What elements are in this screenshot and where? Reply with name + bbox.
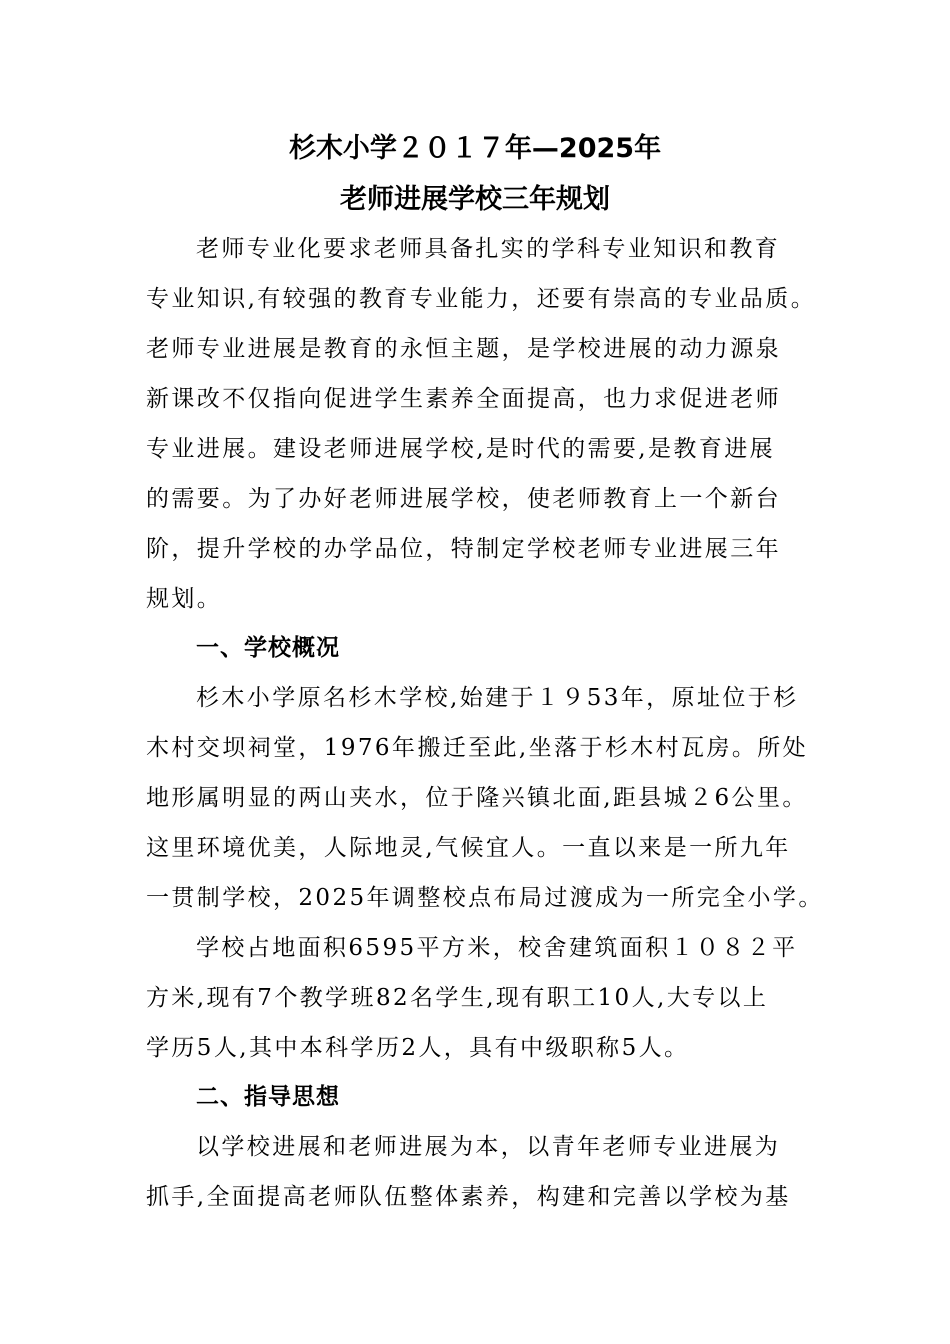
document-title-line-1: 杉木小学２０１７年—2025年	[288, 133, 662, 164]
section1-line: 一贯制学校，2025年调整校点布局过渡成为一所完全小学。	[146, 885, 824, 911]
intro-line: 新课改不仅指向促进学生素养全面提高，也力求促进老师	[146, 386, 781, 412]
section-heading-overview: 一、学校概况	[196, 635, 340, 661]
intro-line: 专业知识,有较强的教育专业能力，还要有崇高的专业品质。	[146, 286, 817, 312]
intro-line: 规划。	[146, 586, 223, 612]
section1-line: 方米,现有7个教学班82名学生,现有职工10人,大专以上	[146, 985, 769, 1011]
intro-line: 阶，提升学校的办学品位，特制定学校老师专业进展三年	[146, 536, 781, 562]
section-heading-guiding-thought: 二、指导思想	[196, 1084, 340, 1110]
intro-line: 的需要。为了办好老师进展学校，使老师教育上一个新台	[146, 486, 781, 512]
section1-line: 地形属明显的两山夹水，位于隆兴镇北面,距县城２6公里。	[146, 785, 808, 811]
section1-line: 学历5人,其中本科学历2人，具有中级职称5人。	[146, 1035, 690, 1061]
section1-line: 杉木小学原名杉木学校,始建于１９53年，原址位于杉	[196, 685, 799, 711]
intro-line: 专业进展。建设老师进展学校,是时代的需要,是教育进展	[146, 436, 776, 462]
section1-line: 木村交坝祠堂，1976年搬迁至此,坐落于杉木村瓦房。所处	[146, 735, 809, 761]
document-title-line-2: 老师进展学校三年规划	[340, 184, 610, 215]
section1-line: 这里环境优美，人际地灵,气候宜人。一直以来是一所九年	[146, 835, 791, 861]
section2-line: 以学校进展和老师进展为本，以青年老师专业进展为	[196, 1134, 781, 1160]
section1-line: 学校占地面积6595平方米，校舍建筑面积１０８２平	[196, 935, 798, 961]
section2-line: 抓手,全面提高老师队伍整体素养，构建和完善以学校为基	[146, 1184, 791, 1210]
intro-line: 老师专业化要求老师具备扎实的学科专业知识和教育	[196, 236, 781, 262]
intro-line: 老师专业进展是教育的永恒主题，是学校进展的动力源泉	[146, 336, 781, 362]
